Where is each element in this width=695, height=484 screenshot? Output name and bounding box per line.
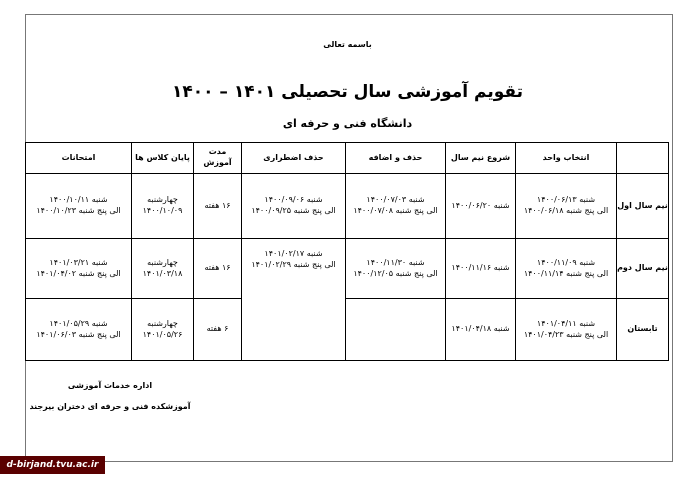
header-cell-emergency: حذف اضطراری xyxy=(242,143,346,174)
cell-add-drop-second: شنبه ۱۴۰۰/۱۱/۳۰ الی پنج شنبه ۱۴۰۰/۱۲/۰۵ xyxy=(346,239,446,299)
table-row-summer xyxy=(26,299,669,361)
university-name: دانشگاه فنی و حرفه ای xyxy=(282,117,413,130)
cell-add-drop-first: شنبه ۱۴۰۰/۰۷/۰۳ الی پنج شنبه ۱۴۰۰/۰۷/۰۸ xyxy=(346,174,446,239)
cell-duration-second: ۱۶ هفته xyxy=(194,239,242,299)
cell-duration-first: ۱۶ هفته xyxy=(194,174,242,239)
cell-enroll-second: شنبه ۱۴۰۰/۱۱/۰۹ الی پنج شنبه ۱۴۰۰/۱۱/۱۴ xyxy=(516,239,617,299)
cell-add-drop-summer xyxy=(346,299,446,361)
header-cell-enroll: انتخاب واحد xyxy=(516,143,617,174)
header-cell-class-end: پایان کلاس ها xyxy=(132,143,194,174)
cell-start-second: شنبه ۱۴۰۰/۱۱/۱۶ xyxy=(446,239,516,299)
cell-class-end-first: چهارشنبه ۱۴۰۰/۱۰/۰۹ xyxy=(132,174,194,239)
cell-emergency-first: شنبه ۱۴۰۰/۰۹/۰۶ الی پنج شنبه ۱۴۰۰/۰۹/۲۵ xyxy=(242,174,346,239)
cell-start-first: شنبه ۱۴۰۰/۰۶/۲۰ xyxy=(446,174,516,239)
site-watermark: d-birjand.tvu.ac.ir xyxy=(0,456,105,474)
cell-exams-summer: شنبه ۱۴۰۱/۰۵/۲۹ الی پنج شنبه ۱۴۰۱/۰۶/۰۳ xyxy=(26,299,132,361)
header-cell-start: شروع نیم سال xyxy=(446,143,516,174)
footer-college: آموزشکده فنی و حرفه ای دختران بیرجند xyxy=(29,402,191,411)
cell-enroll-first: شنبه ۱۴۰۰/۰۶/۱۳ الی پنج شنبه ۱۴۰۰/۰۶/۱۸ xyxy=(516,174,617,239)
table-row-second-semester xyxy=(26,239,669,299)
cell-emergency-second: شنبه ۱۴۰۱/۰۲/۱۷ الی پنج شنبه ۱۴۰۱/۰۲/۲۹ xyxy=(242,239,346,361)
header-cell-add-drop: حذف و اضافه xyxy=(346,143,446,174)
cell-class-end-summer: چهارشنبه ۱۴۰۱/۰۵/۲۶ xyxy=(132,299,194,361)
row-label-summer: تابستان xyxy=(617,299,669,361)
cell-class-end-second: چهارشنبه ۱۴۰۱/۰۳/۱۸ xyxy=(132,239,194,299)
cell-exams-first: شنبه ۱۴۰۰/۱۰/۱۱ الی پنج شنبه ۱۴۰۰/۱۰/۲۳ xyxy=(26,174,132,239)
cell-exams-second: شنبه ۱۴۰۱/۰۳/۲۱ الی پنج شنبه ۱۴۰۱/۰۴/۰۲ xyxy=(26,239,132,299)
row-label-first: نیم سال اول xyxy=(617,174,669,239)
academic-calendar-table xyxy=(25,142,669,361)
cell-enroll-summer: شنبه ۱۴۰۱/۰۴/۱۱ الی پنج شنبه ۱۴۰۱/۰۴/۲۳ xyxy=(516,299,617,361)
table-row-first-semester xyxy=(26,174,669,239)
page-title: تقویم آموزشی سال تحصیلی ۱۴۰۱ – ۱۴۰۰ xyxy=(171,82,524,102)
header-cell-duration: مدت آموزش xyxy=(194,143,242,174)
cell-start-summer: شنبه ۱۴۰۱/۰۴/۱۸ xyxy=(446,299,516,361)
header-cell-empty xyxy=(617,143,669,174)
cell-duration-summer: ۶ هفته xyxy=(194,299,242,361)
footer-office: اداره خدمات آموزشی xyxy=(67,381,153,390)
header-cell-exams: امتحانات xyxy=(26,143,132,174)
table-header-row xyxy=(26,143,669,174)
row-label-second: نیم سال دوم xyxy=(617,239,669,299)
basmala: باسمه تعالی xyxy=(323,40,372,49)
